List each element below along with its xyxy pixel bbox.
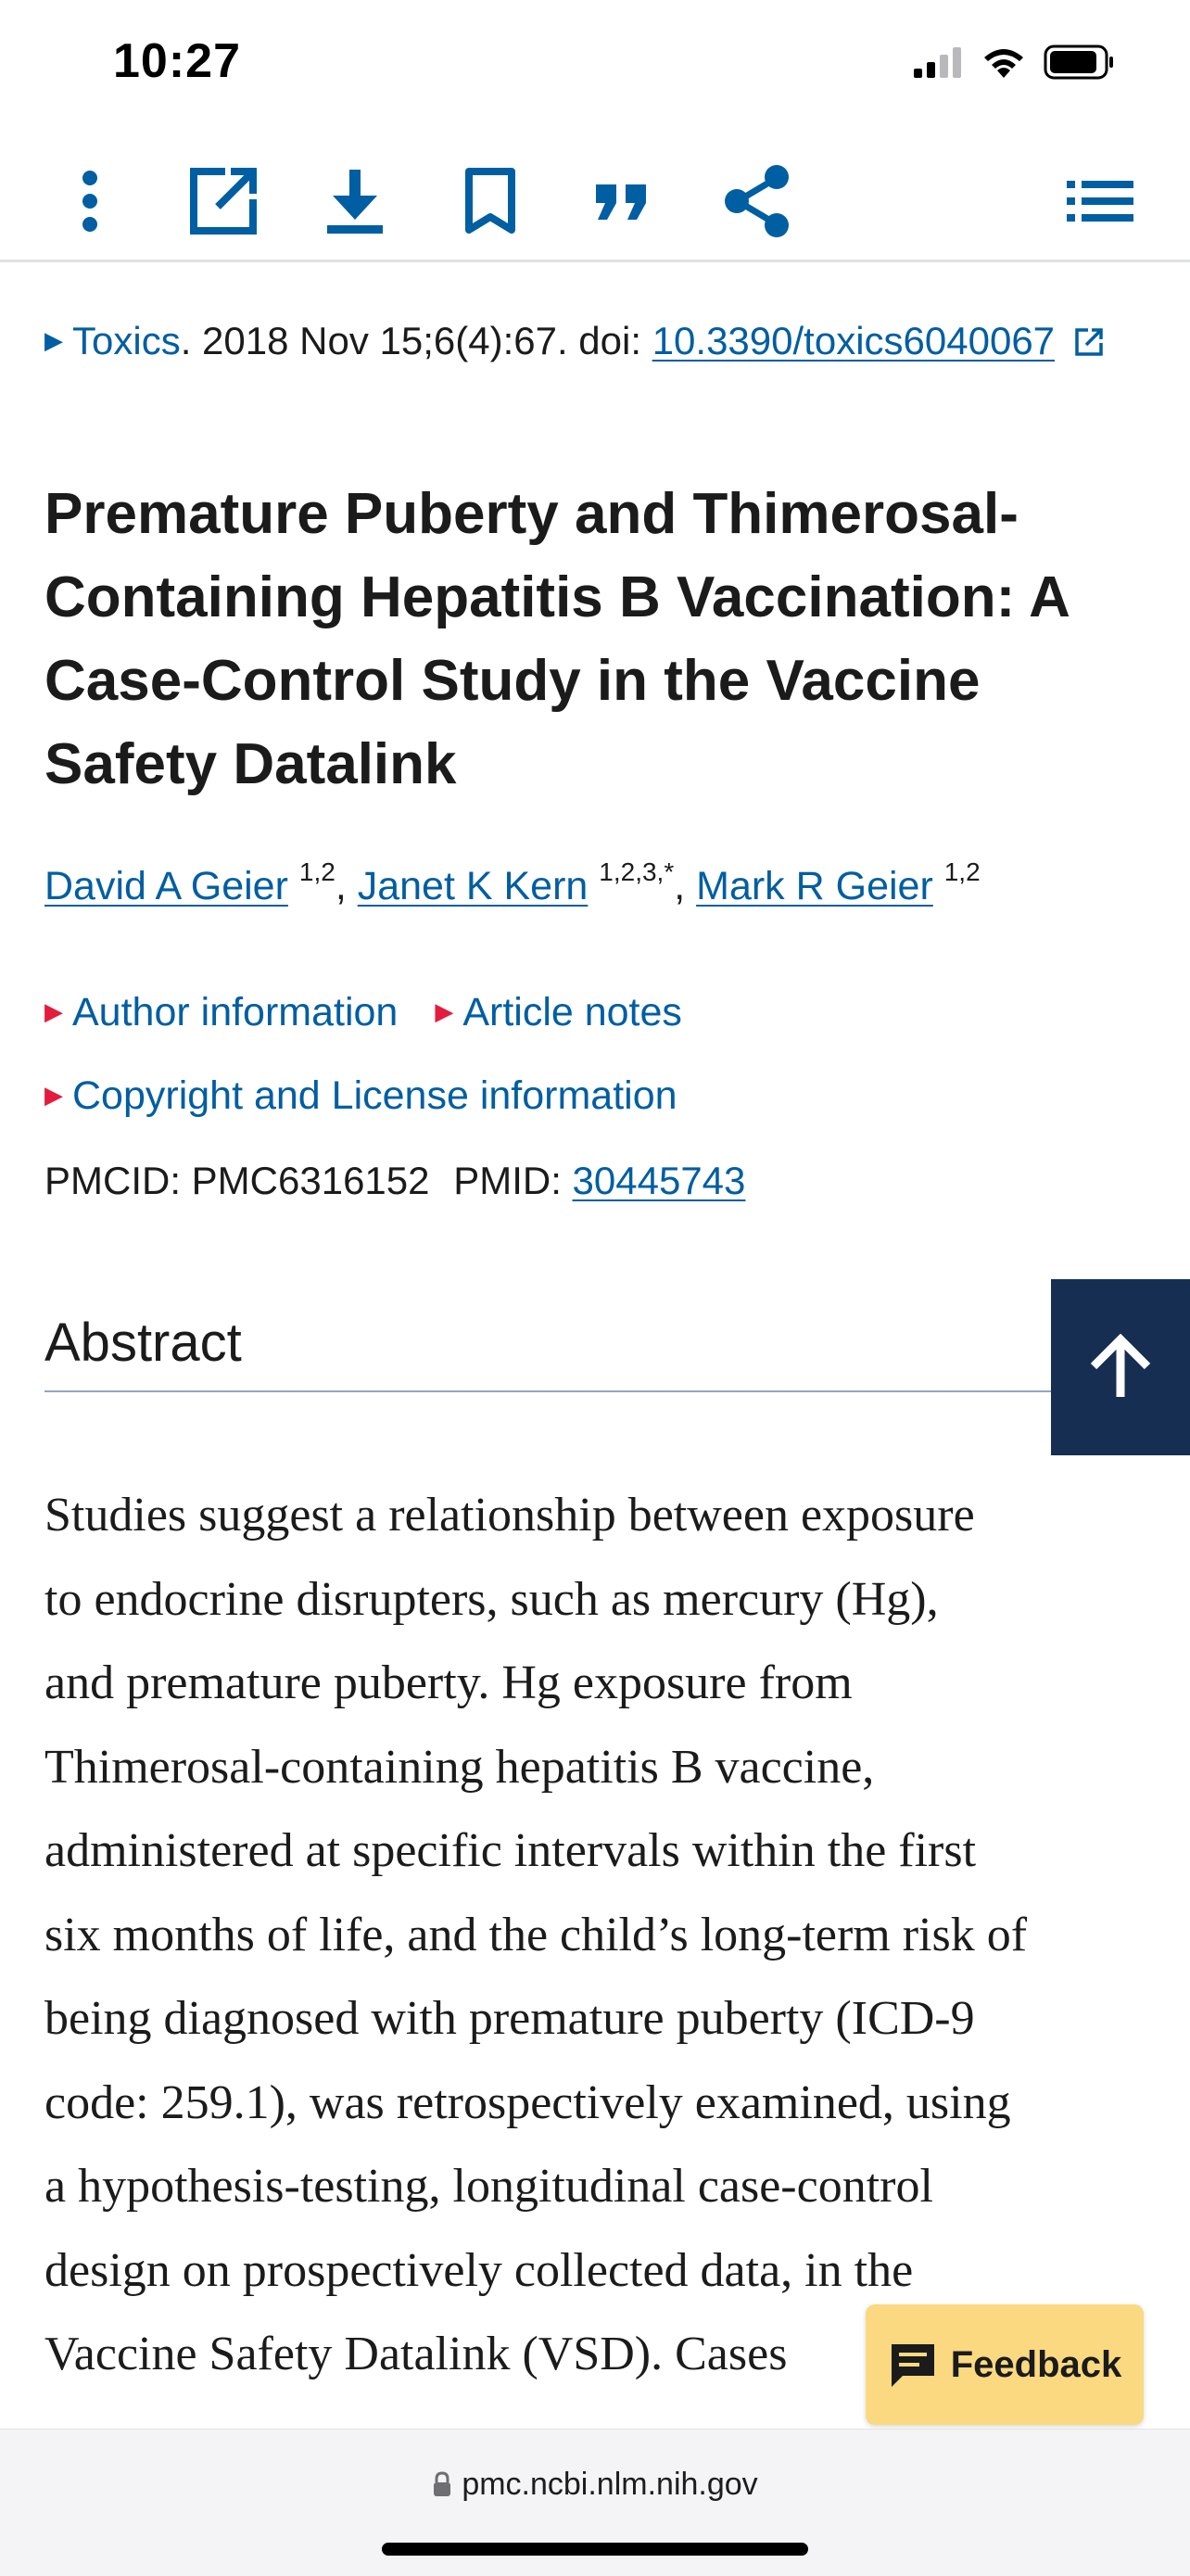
pmcid: PMCID: PMC6316152: [44, 1159, 430, 1202]
abstract-body: [44, 1474, 1157, 2397]
cite-quote-icon[interactable]: [580, 159, 664, 243]
home-indicator: [382, 2543, 808, 2556]
article-notes-label: Article notes: [462, 990, 682, 1034]
share-icon[interactable]: [715, 159, 799, 243]
author-link[interactable]: David A Geier: [44, 864, 288, 908]
expand-triangle-icon: ▶: [435, 997, 454, 1025]
article-toolbar: [0, 139, 1190, 262]
abstract-line: administered at specific intervals within the first: [44, 1824, 977, 1877]
status-time: 10:27: [113, 34, 241, 88]
open-external-icon[interactable]: [182, 159, 265, 243]
article-ids: [44, 1159, 745, 1203]
toc-list-icon[interactable]: [1058, 159, 1142, 243]
address-bar[interactable]: [0, 2467, 1190, 2503]
info-toggle-row: [44, 990, 682, 1035]
abstract-line: six months of life, and the child’s long-term risk of: [44, 1908, 1028, 1961]
article-notes-toggle[interactable]: [435, 990, 682, 1034]
abstract-line: code: 259.1), was retrospectively examined, using: [44, 2075, 1011, 2129]
abstract-line: being diagnosed with premature puberty (ICD-9: [44, 1992, 975, 2045]
url-text: pmc.ncbi.nlm.nih.gov: [462, 2467, 758, 2502]
copyright-label: Copyright and License information: [72, 1073, 677, 1118]
abstract-line: and premature puberty. Hg exposure from: [44, 1656, 853, 1709]
lock-icon: [432, 2471, 452, 2497]
battery-icon: [1044, 44, 1116, 80]
pmid-link[interactable]: 30445743: [572, 1159, 746, 1202]
abstract-line: Thimerosal-containing hepatitis B vaccine,: [44, 1740, 875, 1794]
abstract-line: Vaccine Safety Datalink (VSD). Cases: [44, 2328, 788, 2380]
section-divider: [44, 1390, 1147, 1392]
more-vertical-icon[interactable]: [48, 159, 132, 243]
abstract-line: Studies suggest a relationship between exposure: [44, 1489, 975, 1542]
abstract-heading: Abstract: [44, 1313, 242, 1373]
author-info-label: Author information: [72, 990, 399, 1034]
cellular-signal-icon: [912, 46, 964, 78]
author-affiliation: 1,2: [298, 857, 335, 886]
browser-bottom-bar: [0, 2429, 1190, 2576]
feedback-chat-icon: [888, 2341, 938, 2389]
citation-details: . 2018 Nov 15;6(4):67. doi:: [180, 319, 652, 362]
expand-triangle-icon[interactable]: ▶: [44, 326, 63, 354]
feedback-button[interactable]: [866, 2304, 1144, 2425]
article-title: Premature Puberty and Thimerosal-Containing Hepatitis B Vaccination: A Case-Control Study in the Vaccine Safety Datalink: [44, 482, 1069, 796]
abstract-line: to endocrine disrupters, such as mercury (Hg),: [44, 1572, 939, 1626]
feedback-label: Feedback: [950, 2343, 1122, 2385]
wifi-icon: [981, 44, 1027, 80]
doi-link[interactable]: 10.3390/toxics6040067: [652, 319, 1056, 362]
expand-triangle-icon: ▶: [44, 1081, 63, 1109]
author-list: David A Geier $^{1,2}$, Janet K Kern $^{1,2,3,*}$, Mark R Geier $^{1,2}$: [44, 857, 981, 908]
author-link[interactable]: Janet K Kern: [357, 864, 589, 908]
status-bar: [0, 0, 1190, 130]
abstract-line: design on prospectively collected data, in the: [44, 2243, 914, 2297]
journal-link[interactable]: Toxics: [72, 319, 181, 362]
copyright-toggle[interactable]: [44, 1073, 677, 1119]
author-link[interactable]: Mark R Geier: [696, 864, 933, 908]
author-info-toggle[interactable]: [44, 990, 398, 1034]
expand-triangle-icon: ▶: [44, 997, 63, 1025]
pmid-label: PMID:: [453, 1159, 573, 1202]
external-link-icon[interactable]: [1073, 326, 1105, 358]
abstract-line: a hypothesis-testing, longitudinal case-control: [44, 2160, 933, 2213]
back-to-top-button[interactable]: [1051, 1279, 1190, 1455]
bookmark-icon[interactable]: [449, 159, 532, 243]
download-icon[interactable]: [313, 159, 397, 243]
author-affiliation: 1,2: [943, 857, 981, 886]
author-affiliation: 1,2,3,*: [599, 857, 675, 886]
arrow-up-icon: [1088, 1334, 1153, 1401]
status-icons: [912, 44, 1116, 80]
citation-line: [44, 319, 1105, 363]
